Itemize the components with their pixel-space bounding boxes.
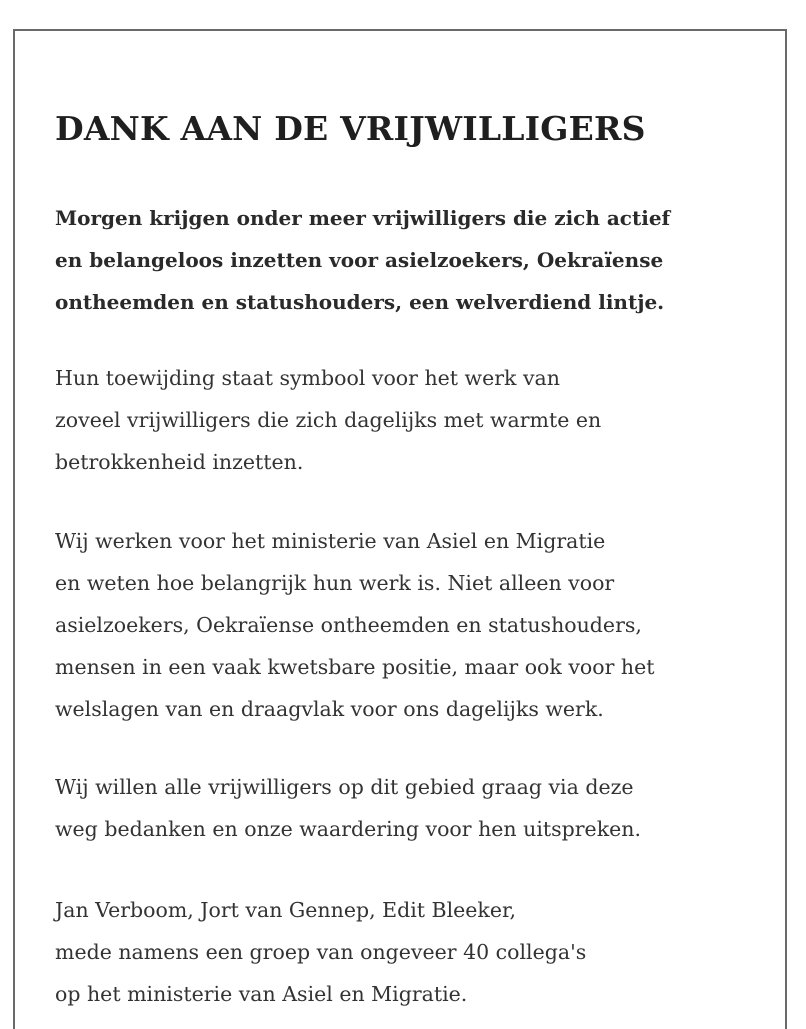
- text-line: mede namens een groep van ongeveer 40 collega's: [55, 940, 587, 964]
- advertisement-frame: [13, 29, 787, 1029]
- text-line: op het ministerie van Asiel en Migratie.: [55, 982, 468, 1006]
- text-line: asielzoekers, Oekraïense ontheemden en statushouders,: [55, 613, 642, 637]
- text-line: betrokkenheid inzetten.: [55, 450, 304, 474]
- text-line: zoveel vrijwilligers die zich dagelijks met warmte en: [55, 408, 602, 432]
- text-line: Jan Verboom, Jort van Gennep, Edit Bleeker,: [55, 898, 517, 922]
- text-line: Wij werken voor het ministerie van Asiel en Migratie: [55, 529, 606, 553]
- text-line: en weten hoe belangrijk hun werk is. Niet alleen voor: [55, 571, 615, 595]
- body-paragraph: [55, 357, 601, 483]
- body-paragraph: [55, 520, 655, 730]
- signature-paragraph: [55, 889, 586, 1015]
- ad-title: DANK AAN DE VRIJWILLIGERS: [55, 109, 646, 148]
- text-line: Wij willen alle vrijwilligers op dit gebied graag via deze: [55, 775, 634, 799]
- text-line: en belangeloos inzetten voor asielzoekers, Oekraïense: [55, 248, 664, 272]
- text-line: welslagen van en draagvlak voor ons dagelijks werk.: [55, 697, 604, 721]
- text-line: Morgen krijgen onder meer vrijwilligers die zich actief: [55, 206, 671, 230]
- body-paragraph: [55, 766, 641, 850]
- text-line: Hun toewijding staat symbool voor het werk van: [55, 366, 560, 390]
- lead-paragraph: [55, 197, 670, 323]
- text-line: ontheemden en statushouders, een welverdiend lintje.: [55, 290, 665, 314]
- text-line: mensen in een vaak kwetsbare positie, maar ook voor het: [55, 655, 655, 679]
- text-line: weg bedanken en onze waardering voor hen uitspreken.: [55, 817, 641, 841]
